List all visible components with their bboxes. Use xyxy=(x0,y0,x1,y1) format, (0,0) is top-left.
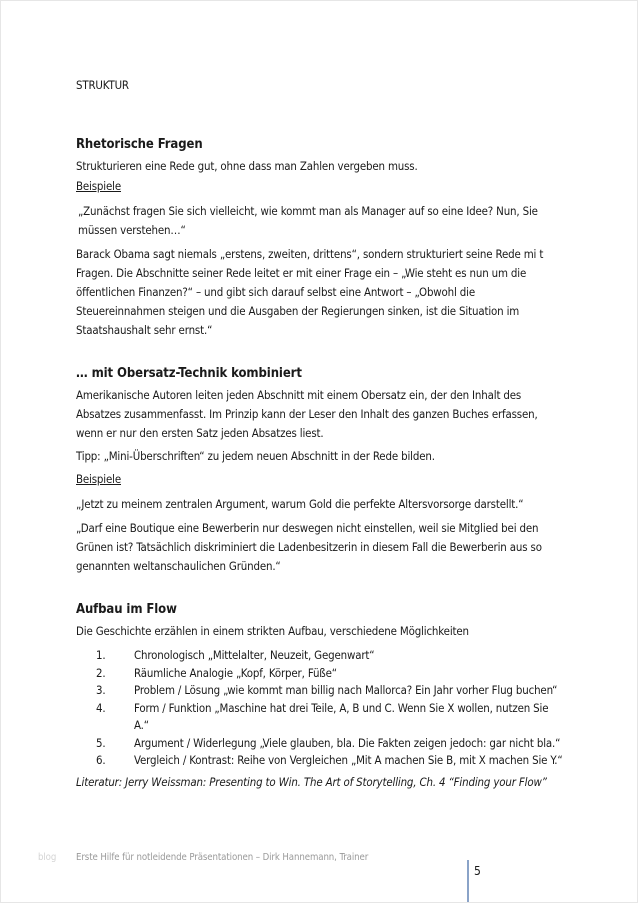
heading-obersatz: … mit Obersatz-Technik kombiniert xyxy=(76,366,302,381)
literature-reference: Literatur: Jerry Weissman: Presenting to Win. The Art of Storytelling, Ch. 4 “Finding your Flow” xyxy=(76,774,547,789)
list-text: Problem / Lösung „wie kommt man billig nach Mallorca? Ein Jahr vorher Flug buchen“ xyxy=(134,683,558,697)
heading-aufbau-im-flow: Aufbau im Flow xyxy=(76,602,177,617)
paragraph-intro-2: Amerikanische Autoren leiten jeden Abschnitt mit einem Obersatz ein, der den Inhalt des Absatzes zusammenfasst. Im Prinzip kann der Leser den Inhalt des ganzen Buches erfassen, wenn er nur den ersten Satz jeden Absatzes liest. xyxy=(76,388,538,440)
list-text: Vergleich / Kontrast: Reihe von Vergleichen „Mit A machen Sie B, mit X machen Sie Y.“ xyxy=(134,753,563,767)
footer-note: Erste Hilfe für notleidende Präsentationen – Dirk Hannemann, Trainer xyxy=(76,852,369,863)
page-number: 5 xyxy=(474,864,481,878)
paragraph-intro-3: Die Geschichte erzählen in einem strikten Aufbau, verschiedene Möglichkeiten xyxy=(76,624,469,638)
list-item xyxy=(76,752,566,770)
list-number: 2. xyxy=(96,665,106,680)
example-boutique: „Darf eine Boutique eine Bewerberin nur deswegen nicht einstellen, weil sie Mitglied bei den Grünen ist? Tatsächlich diskriminiert die Ladenbesitzerin in diesem Fall die Bewerberin aus so genannten weltanschaulichen Gründen.“ xyxy=(76,521,542,573)
example-obama: Barack Obama sagt niemals „erstens, zweiten, drittens“, sondern strukturiert seine Rede mi t Fragen. Die Abschnitte seiner Rede leitet er mit einer Frage ein – „Wie steht es nun um die öffentlichen Finanzen?“ – und gibt sich darauf selbst eine Antwort – „Obwohl die Steuereinnahmen steigen und die Ausgaben der Regierungen sinken, ist die Situation im Staatshaushalt sehr ernst.“ xyxy=(76,247,544,337)
example-gold: „Jetzt zu meinem zentralen Argument, warum Gold die perfekte Altersvorsorge darstellt.“ xyxy=(76,497,524,511)
examples-label-1: Beispiele xyxy=(76,179,121,193)
example-quote-1: „Zunächst fragen Sie sich vielleicht, wie kommt man als Manager auf so eine Idee? Nun, Sie müssen verstehen…“ xyxy=(78,204,538,237)
list-number: 6. xyxy=(96,753,106,767)
list-text: Form / Funktion „Maschine hat drei Teile, A, B und C. Wenn Sie X wollen, nutzen Sie A.“ xyxy=(134,700,549,732)
footer-watermark: blog xyxy=(38,852,57,863)
paragraph-intro-1: Strukturieren eine Rede gut, ohne dass man Zahlen vergeben muss. xyxy=(76,159,418,173)
page-content xyxy=(76,76,566,797)
section-aufbau-im-flow xyxy=(76,600,566,792)
list-number: 3. xyxy=(96,683,106,697)
list-text: Chronologisch „Mittelalter, Neuzeit, Gegenwart“ xyxy=(134,648,375,662)
flow-list xyxy=(76,647,566,770)
footer-divider xyxy=(467,860,469,902)
section-label: STRUKTUR xyxy=(76,78,129,92)
list-item xyxy=(76,735,566,753)
list-text: Argument / Widerlegung „Viele glauben, bla. Die Fakten zeigen jedoch: gar nicht bla.“ xyxy=(134,735,561,750)
list-text: Räumliche Analogie „Kopf, Körper, Füße“ xyxy=(134,665,337,680)
page-footer xyxy=(0,852,638,892)
heading-rhetorische-fragen: Rhetorische Fragen xyxy=(76,137,203,152)
list-number: 4. xyxy=(96,700,106,715)
list-item xyxy=(76,665,566,683)
list-item xyxy=(76,682,566,700)
section-rhetorische-fragen xyxy=(76,135,566,340)
list-number: 5. xyxy=(96,735,106,750)
list-number: 1. xyxy=(96,648,106,662)
list-item xyxy=(76,647,566,665)
section-obersatz xyxy=(76,364,566,576)
examples-label-2: Beispiele xyxy=(76,472,121,486)
list-item xyxy=(76,700,566,735)
tip-text: Tipp: „Mini-Überschriften“ zu jedem neuen Abschnitt in der Rede bilden. xyxy=(76,449,435,463)
